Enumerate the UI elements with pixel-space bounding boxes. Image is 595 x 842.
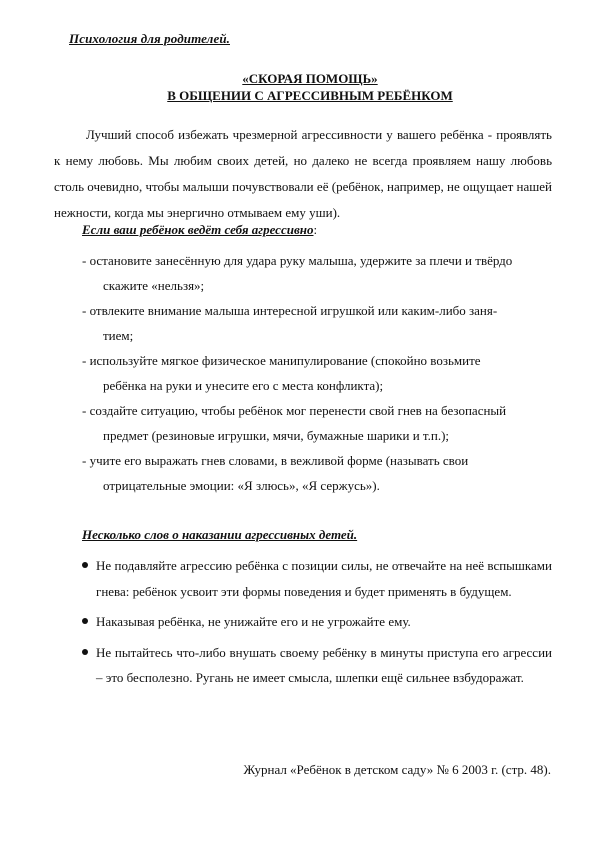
title-line-2: В ОБЩЕНИИ С АГРЕССИВНЫМ РЕБЁНКОМ bbox=[167, 88, 453, 103]
advice-list bbox=[82, 248, 552, 498]
section1-heading bbox=[82, 222, 317, 238]
section2-heading-text: Несколько слов о наказании агрессивных детей. bbox=[82, 527, 358, 542]
list-item-line-1: - остановите занесённую для удара руку малыша, удержите за плечи и твёрдо bbox=[82, 253, 513, 268]
section2-heading bbox=[82, 527, 357, 543]
bullet-icon bbox=[82, 649, 88, 655]
section1-heading-suffix: : bbox=[313, 222, 318, 237]
intro-paragraph: Лучший способ избежать чрезмерной агрессивности у вашего ребёнка - проявлять к нему любовь. Мы любим своих детей, но далеко не всегда проявляем нашу любовь столь очевидно, чтобы малыши почувствовали её (ребёнок, например, не ощущает нашей нежности, когда мы энергично отмываем ему уши). bbox=[54, 127, 552, 220]
list-item bbox=[82, 448, 552, 498]
bullet-item-text: Не подавляйте агрессию ребёнка с позиции силы, не отвечайте на неё вспышками гнева: ребёнок усвоит эти формы поведения и будет применять в будущем. bbox=[96, 558, 552, 599]
list-item-line-2: тием; bbox=[103, 328, 134, 343]
list-item bbox=[82, 398, 552, 448]
header-note: Психология для родителей. bbox=[69, 31, 230, 46]
list-item-line-1: - создайте ситуацию, чтобы ребёнок мог перенести свой гнев на безопасный bbox=[82, 403, 507, 418]
bullet-item bbox=[82, 609, 552, 635]
list-item-line-2: предмет (резиновые игрушки, мячи, бумажные шарики и т.п.); bbox=[103, 428, 450, 443]
punishment-list bbox=[82, 553, 552, 696]
list-item-line-2: скажите «нельзя»; bbox=[103, 278, 205, 293]
section1-heading-text: Если ваш ребёнок ведёт себя агрессивно bbox=[82, 222, 314, 237]
bullet-icon bbox=[82, 618, 88, 624]
document-title bbox=[80, 70, 540, 104]
list-item-line-1: - учите его выражать гнев словами, в вежливой форме (называть свои bbox=[82, 453, 469, 468]
list-item-line-2: ребёнка на руки и унесите его с места конфликта); bbox=[103, 378, 384, 393]
bullet-item bbox=[82, 553, 552, 604]
list-item bbox=[82, 298, 552, 348]
list-item-line-2: отрицательные эмоции: «Я злюсь», «Я сержусь»). bbox=[103, 478, 380, 493]
bullet-item-text: Не пытайтесь что-либо внушать своему ребёнку в минуты приступа его агрессии – это бесполезно. Ругань не имеет смысла, шлепки ещё сильнее взбудоражат. bbox=[96, 644, 552, 685]
list-item-line-1: - используйте мягкое физическое манипулирование (спокойно возьмите bbox=[82, 353, 481, 368]
list-item bbox=[82, 348, 552, 398]
list-item-line-1: - отвлеките внимание малыша интересной игрушкой или каким-либо заня- bbox=[82, 303, 498, 318]
bullet-icon bbox=[82, 562, 88, 568]
bullet-item-text: Наказывая ребёнка, не унижайте его и не угрожайте ему. bbox=[96, 614, 411, 629]
list-item bbox=[82, 248, 552, 298]
bullet-item bbox=[82, 640, 552, 691]
title-line-1: «СКОРАЯ ПОМОЩЬ» bbox=[242, 71, 378, 86]
source-citation: Журнал «Ребёнок в детском саду» № 6 2003 г. (стр. 48). bbox=[243, 762, 551, 777]
